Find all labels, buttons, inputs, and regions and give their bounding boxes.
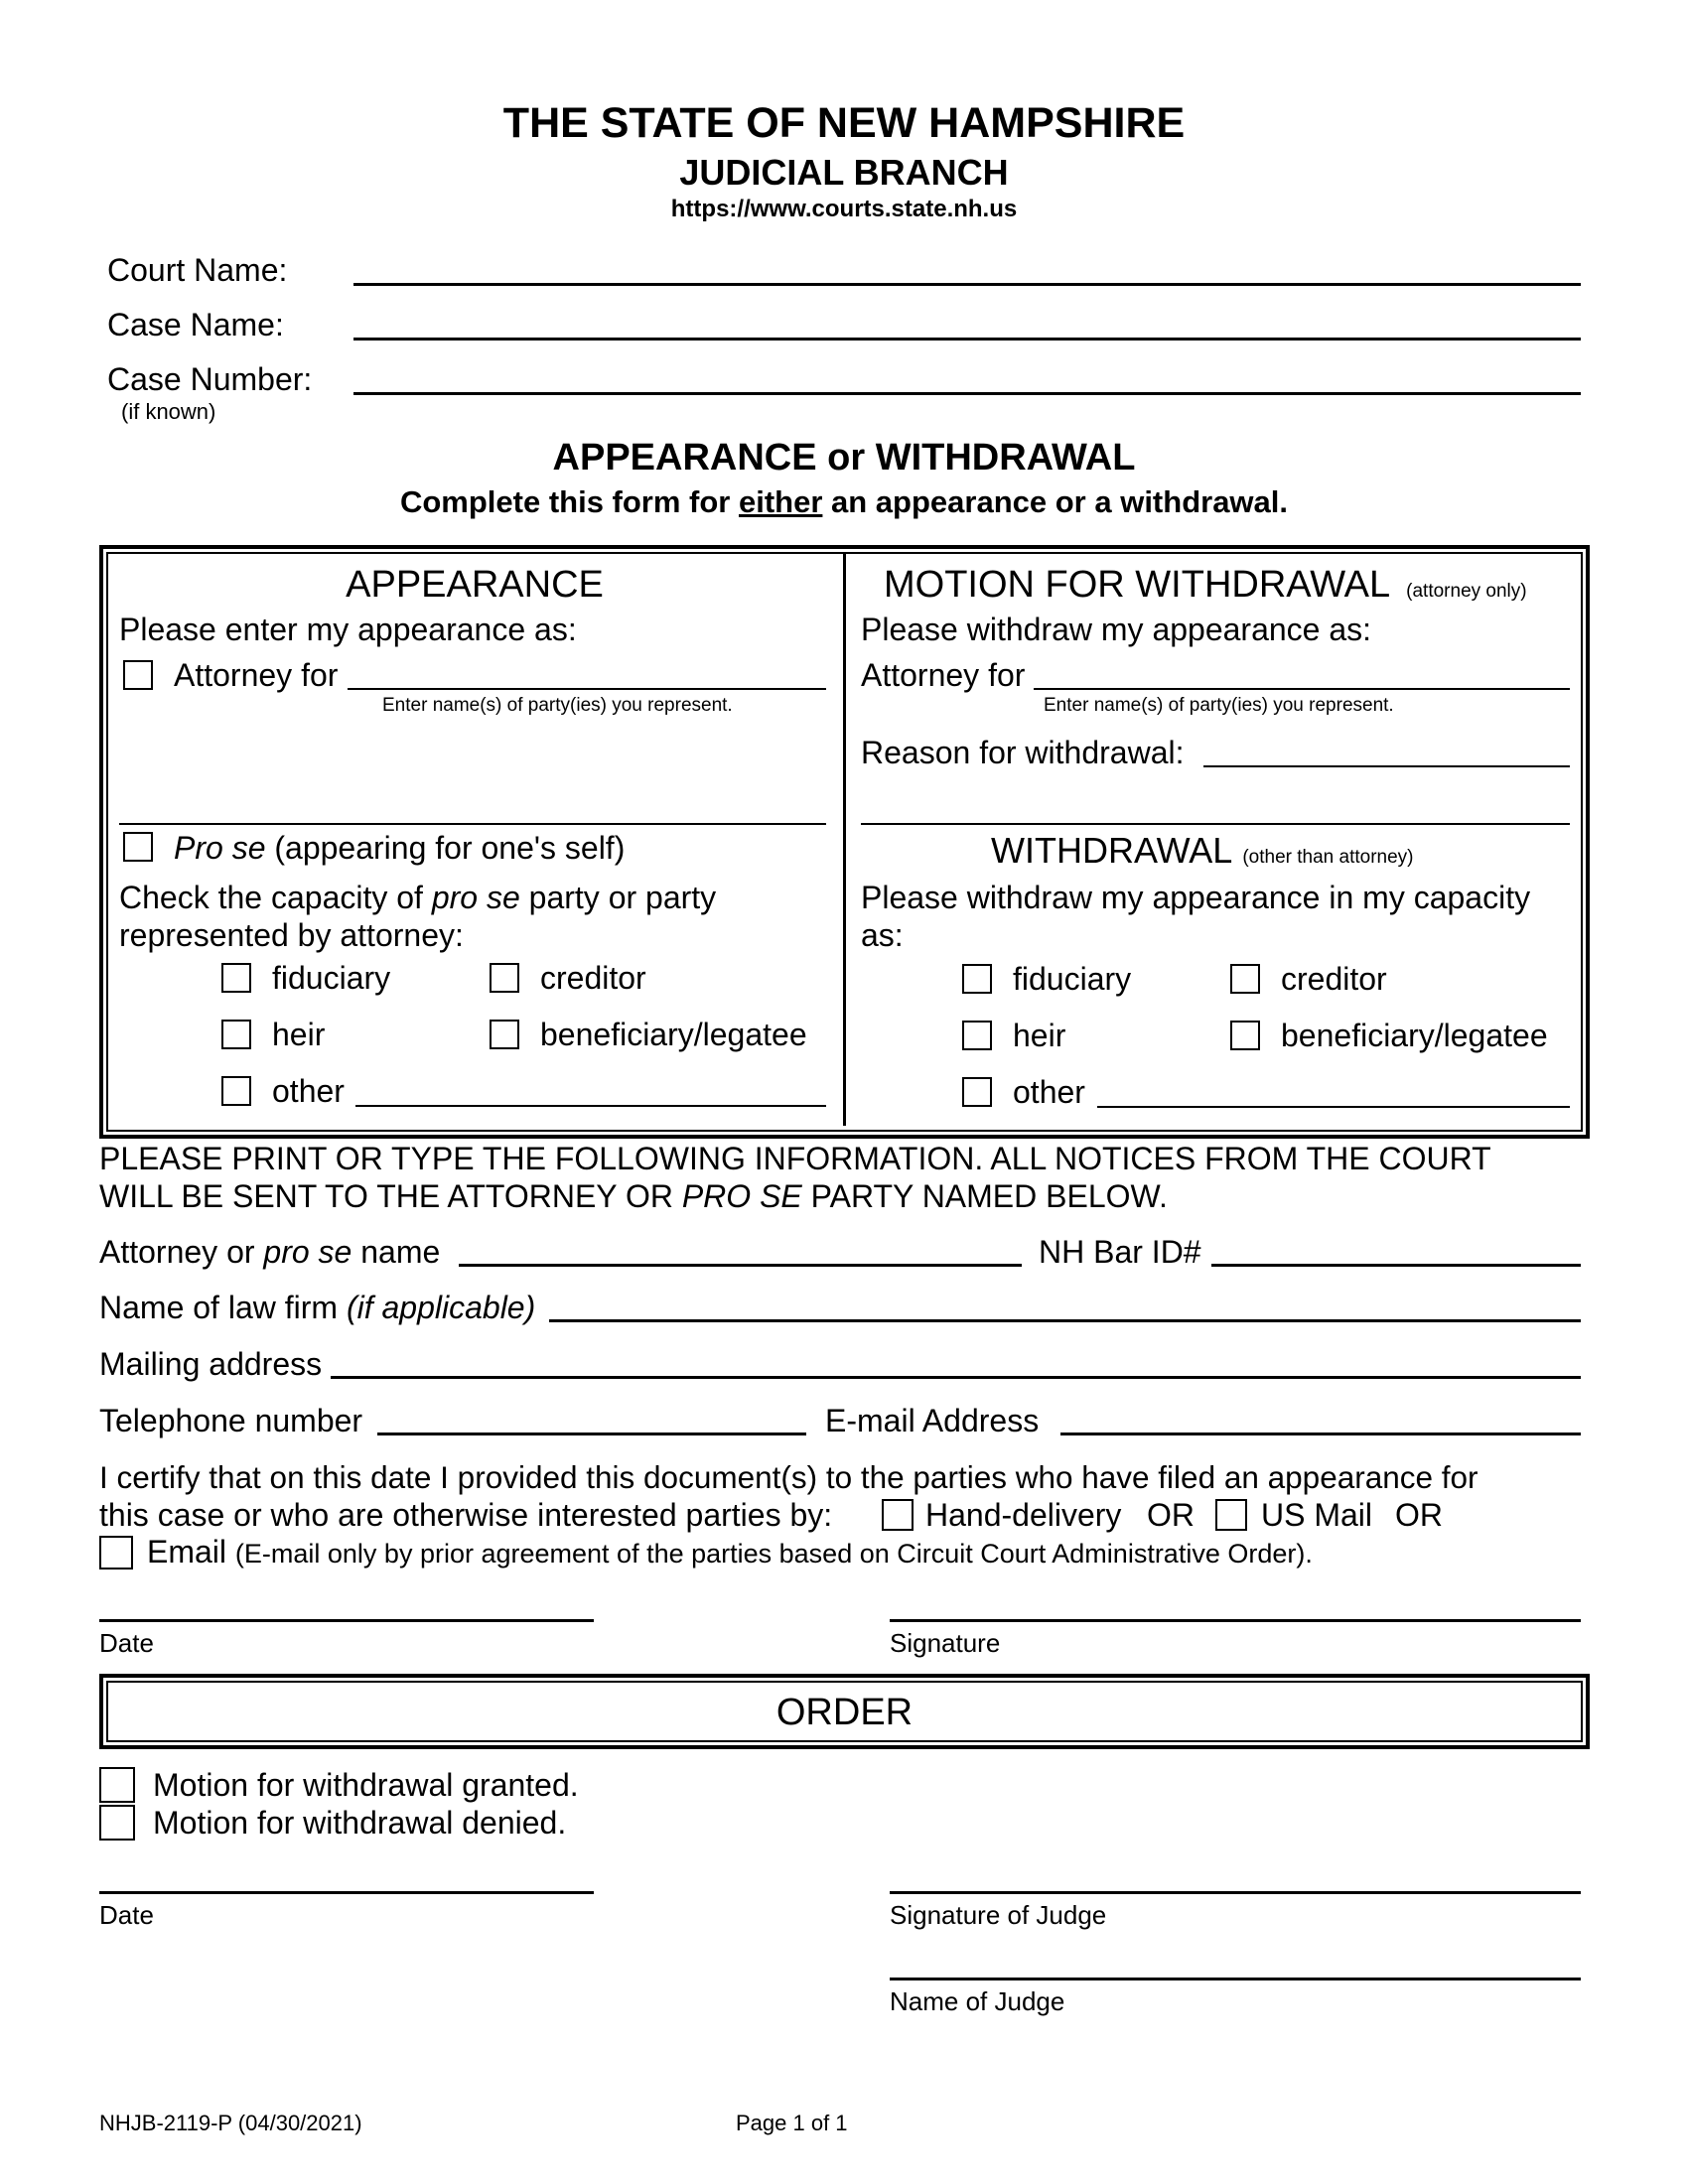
- appearance-prompt: Please enter my appearance as:: [119, 612, 577, 647]
- appearance-creditor-label: creditor: [540, 960, 646, 996]
- judge-name-field[interactable]: [890, 1978, 1581, 1980]
- date-label: Date: [99, 1628, 154, 1658]
- withdrawal-fiduciary-checkbox[interactable]: [962, 964, 992, 994]
- court-name-field[interactable]: [353, 283, 1581, 286]
- withdrawal-creditor-label: creditor: [1281, 961, 1387, 997]
- signature-label: Signature: [890, 1628, 1001, 1658]
- judge-signature-label: Signature of Judge: [890, 1900, 1107, 1930]
- appearance-other-field[interactable]: [355, 1105, 826, 1107]
- order-title: ORDER: [775, 1692, 914, 1733]
- pro-se-label: Pro se (appearing for one's self): [174, 830, 626, 866]
- notice-line-1: PLEASE PRINT OR TYPE THE FOLLOWING INFORMATION. ALL NOTICES FROM THE COURT: [99, 1141, 1491, 1176]
- withdrawal-title: MOTION FOR WITHDRAWAL (attorney only): [884, 564, 1527, 606]
- mailing-address-field[interactable]: [331, 1376, 1581, 1379]
- appearance-creditor-checkbox[interactable]: [490, 963, 519, 993]
- mailing-address-label: Mailing address: [99, 1346, 323, 1382]
- judge-signature-field[interactable]: [890, 1891, 1581, 1894]
- email-service-label: Email (E-mail only by prior agreement of the parties based on Circuit Court Administrative Order).: [147, 1534, 1313, 1570]
- withdrawal-subtitle: WITHDRAWAL (other than attorney): [991, 830, 1414, 871]
- denied-label: Motion for withdrawal denied.: [153, 1805, 567, 1841]
- withdrawal-capacity-text: Please withdraw my appearance in my capacity: [861, 880, 1531, 915]
- judge-name-label: Name of Judge: [890, 1986, 1065, 2016]
- denied-checkbox[interactable]: [99, 1805, 135, 1841]
- withdrawal-reason-field-2[interactable]: [861, 823, 1570, 825]
- attorney-name-field[interactable]: [459, 1264, 1022, 1267]
- appearance-party-field[interactable]: [348, 688, 826, 690]
- appearance-party-hint: Enter name(s) of party(ies) you represent.: [382, 695, 733, 716]
- telephone-field[interactable]: [377, 1433, 806, 1435]
- withdrawal-fiduciary-label: fiduciary: [1013, 961, 1132, 997]
- withdrawal-heir-checkbox[interactable]: [962, 1021, 992, 1050]
- withdrawal-prompt: Please withdraw my appearance as:: [861, 612, 1372, 647]
- appearance-beneficiary-label: beneficiary/legatee: [540, 1017, 807, 1052]
- appearance-heir-label: heir: [272, 1017, 326, 1052]
- appearance-beneficiary-checkbox[interactable]: [490, 1020, 519, 1049]
- appearance-fiduciary-checkbox[interactable]: [221, 963, 251, 993]
- telephone-label: Telephone number: [99, 1403, 363, 1438]
- or-text-1: OR: [1147, 1497, 1195, 1533]
- hand-delivery-checkbox[interactable]: [882, 1499, 914, 1531]
- appearance-fiduciary-label: fiduciary: [272, 960, 391, 996]
- withdrawal-other-checkbox[interactable]: [962, 1077, 992, 1107]
- pro-se-checkbox[interactable]: [123, 832, 153, 862]
- law-firm-label: Name of law firm (if applicable): [99, 1290, 536, 1325]
- certify-line-2: this case or who are otherwise interested parties by:: [99, 1497, 833, 1533]
- appearance-title: APPEARANCE: [346, 564, 604, 606]
- appearance-capacity-text-2: represented by attorney:: [119, 917, 464, 953]
- page-number: Page 1 of 1: [736, 2111, 848, 2135]
- granted-label: Motion for withdrawal granted.: [153, 1767, 579, 1803]
- appearance-attorney-checkbox[interactable]: [123, 660, 153, 690]
- order-date-label: Date: [99, 1900, 154, 1930]
- law-firm-field[interactable]: [549, 1319, 1581, 1322]
- notice-line-2: WILL BE SENT TO THE ATTORNEY OR PRO SE PARTY NAMED BELOW.: [99, 1178, 1168, 1214]
- email-service-checkbox[interactable]: [99, 1536, 133, 1570]
- attorney-name-label: Attorney or pro se name: [99, 1234, 441, 1270]
- bar-id-field[interactable]: [1211, 1264, 1581, 1267]
- court-name-label: Court Name:: [107, 252, 288, 288]
- appearance-other-label: other: [272, 1073, 345, 1109]
- form-title: APPEARANCE or WITHDRAWAL: [552, 437, 1136, 478]
- date-field[interactable]: [99, 1619, 594, 1622]
- withdrawal-attorney-label: Attorney for: [861, 657, 1026, 693]
- withdrawal-reason-field[interactable]: [1203, 765, 1570, 767]
- withdrawal-party-hint: Enter name(s) of party(ies) you represent.: [1044, 695, 1394, 716]
- case-name-field[interactable]: [353, 338, 1581, 341]
- withdrawal-beneficiary-checkbox[interactable]: [1230, 1021, 1260, 1050]
- signature-field[interactable]: [890, 1619, 1581, 1622]
- email-field[interactable]: [1060, 1433, 1581, 1435]
- appearance-extra-field[interactable]: [119, 823, 826, 825]
- case-number-note: (if known): [121, 399, 216, 424]
- case-name-label: Case Name:: [107, 307, 284, 342]
- appearance-heir-checkbox[interactable]: [221, 1020, 251, 1049]
- box-divider: [843, 552, 846, 1126]
- hand-delivery-label: Hand-delivery: [925, 1497, 1122, 1533]
- court-url: https://www.courts.state.nh.us: [670, 196, 1018, 222]
- withdrawal-other-label: other: [1013, 1074, 1085, 1110]
- withdrawal-heir-label: heir: [1013, 1018, 1066, 1053]
- withdrawal-creditor-checkbox[interactable]: [1230, 964, 1260, 994]
- bar-id-label: NH Bar ID#: [1039, 1234, 1201, 1270]
- case-number-label: Case Number:: [107, 361, 313, 397]
- withdrawal-reason-label: Reason for withdrawal:: [861, 735, 1185, 770]
- us-mail-checkbox[interactable]: [1215, 1499, 1247, 1531]
- case-number-field[interactable]: [353, 392, 1581, 395]
- granted-checkbox[interactable]: [99, 1767, 135, 1803]
- withdrawal-party-field[interactable]: [1034, 688, 1570, 690]
- branch-title: JUDICIAL BRANCH: [679, 152, 1009, 193]
- or-text-2: OR: [1395, 1497, 1443, 1533]
- state-title: THE STATE OF NEW HAMPSHIRE: [502, 99, 1186, 147]
- order-date-field[interactable]: [99, 1891, 594, 1894]
- appearance-attorney-label: Attorney for: [174, 657, 339, 693]
- appearance-other-checkbox[interactable]: [221, 1076, 251, 1106]
- withdrawal-other-field[interactable]: [1097, 1106, 1570, 1108]
- form-id: NHJB-2119-P (04/30/2021): [99, 2111, 362, 2135]
- form-subtitle: Complete this form for either an appearance or a withdrawal.: [399, 484, 1289, 519]
- email-label: E-mail Address: [825, 1403, 1040, 1438]
- appearance-capacity-text: Check the capacity of pro se party or party: [119, 880, 717, 915]
- withdrawal-beneficiary-label: beneficiary/legatee: [1281, 1018, 1548, 1053]
- withdrawal-capacity-text-2: as:: [861, 917, 904, 953]
- certify-line-1: I certify that on this date I provided this document(s) to the parties who have filed an appearance for: [99, 1459, 1478, 1495]
- us-mail-label: US Mail: [1261, 1497, 1373, 1533]
